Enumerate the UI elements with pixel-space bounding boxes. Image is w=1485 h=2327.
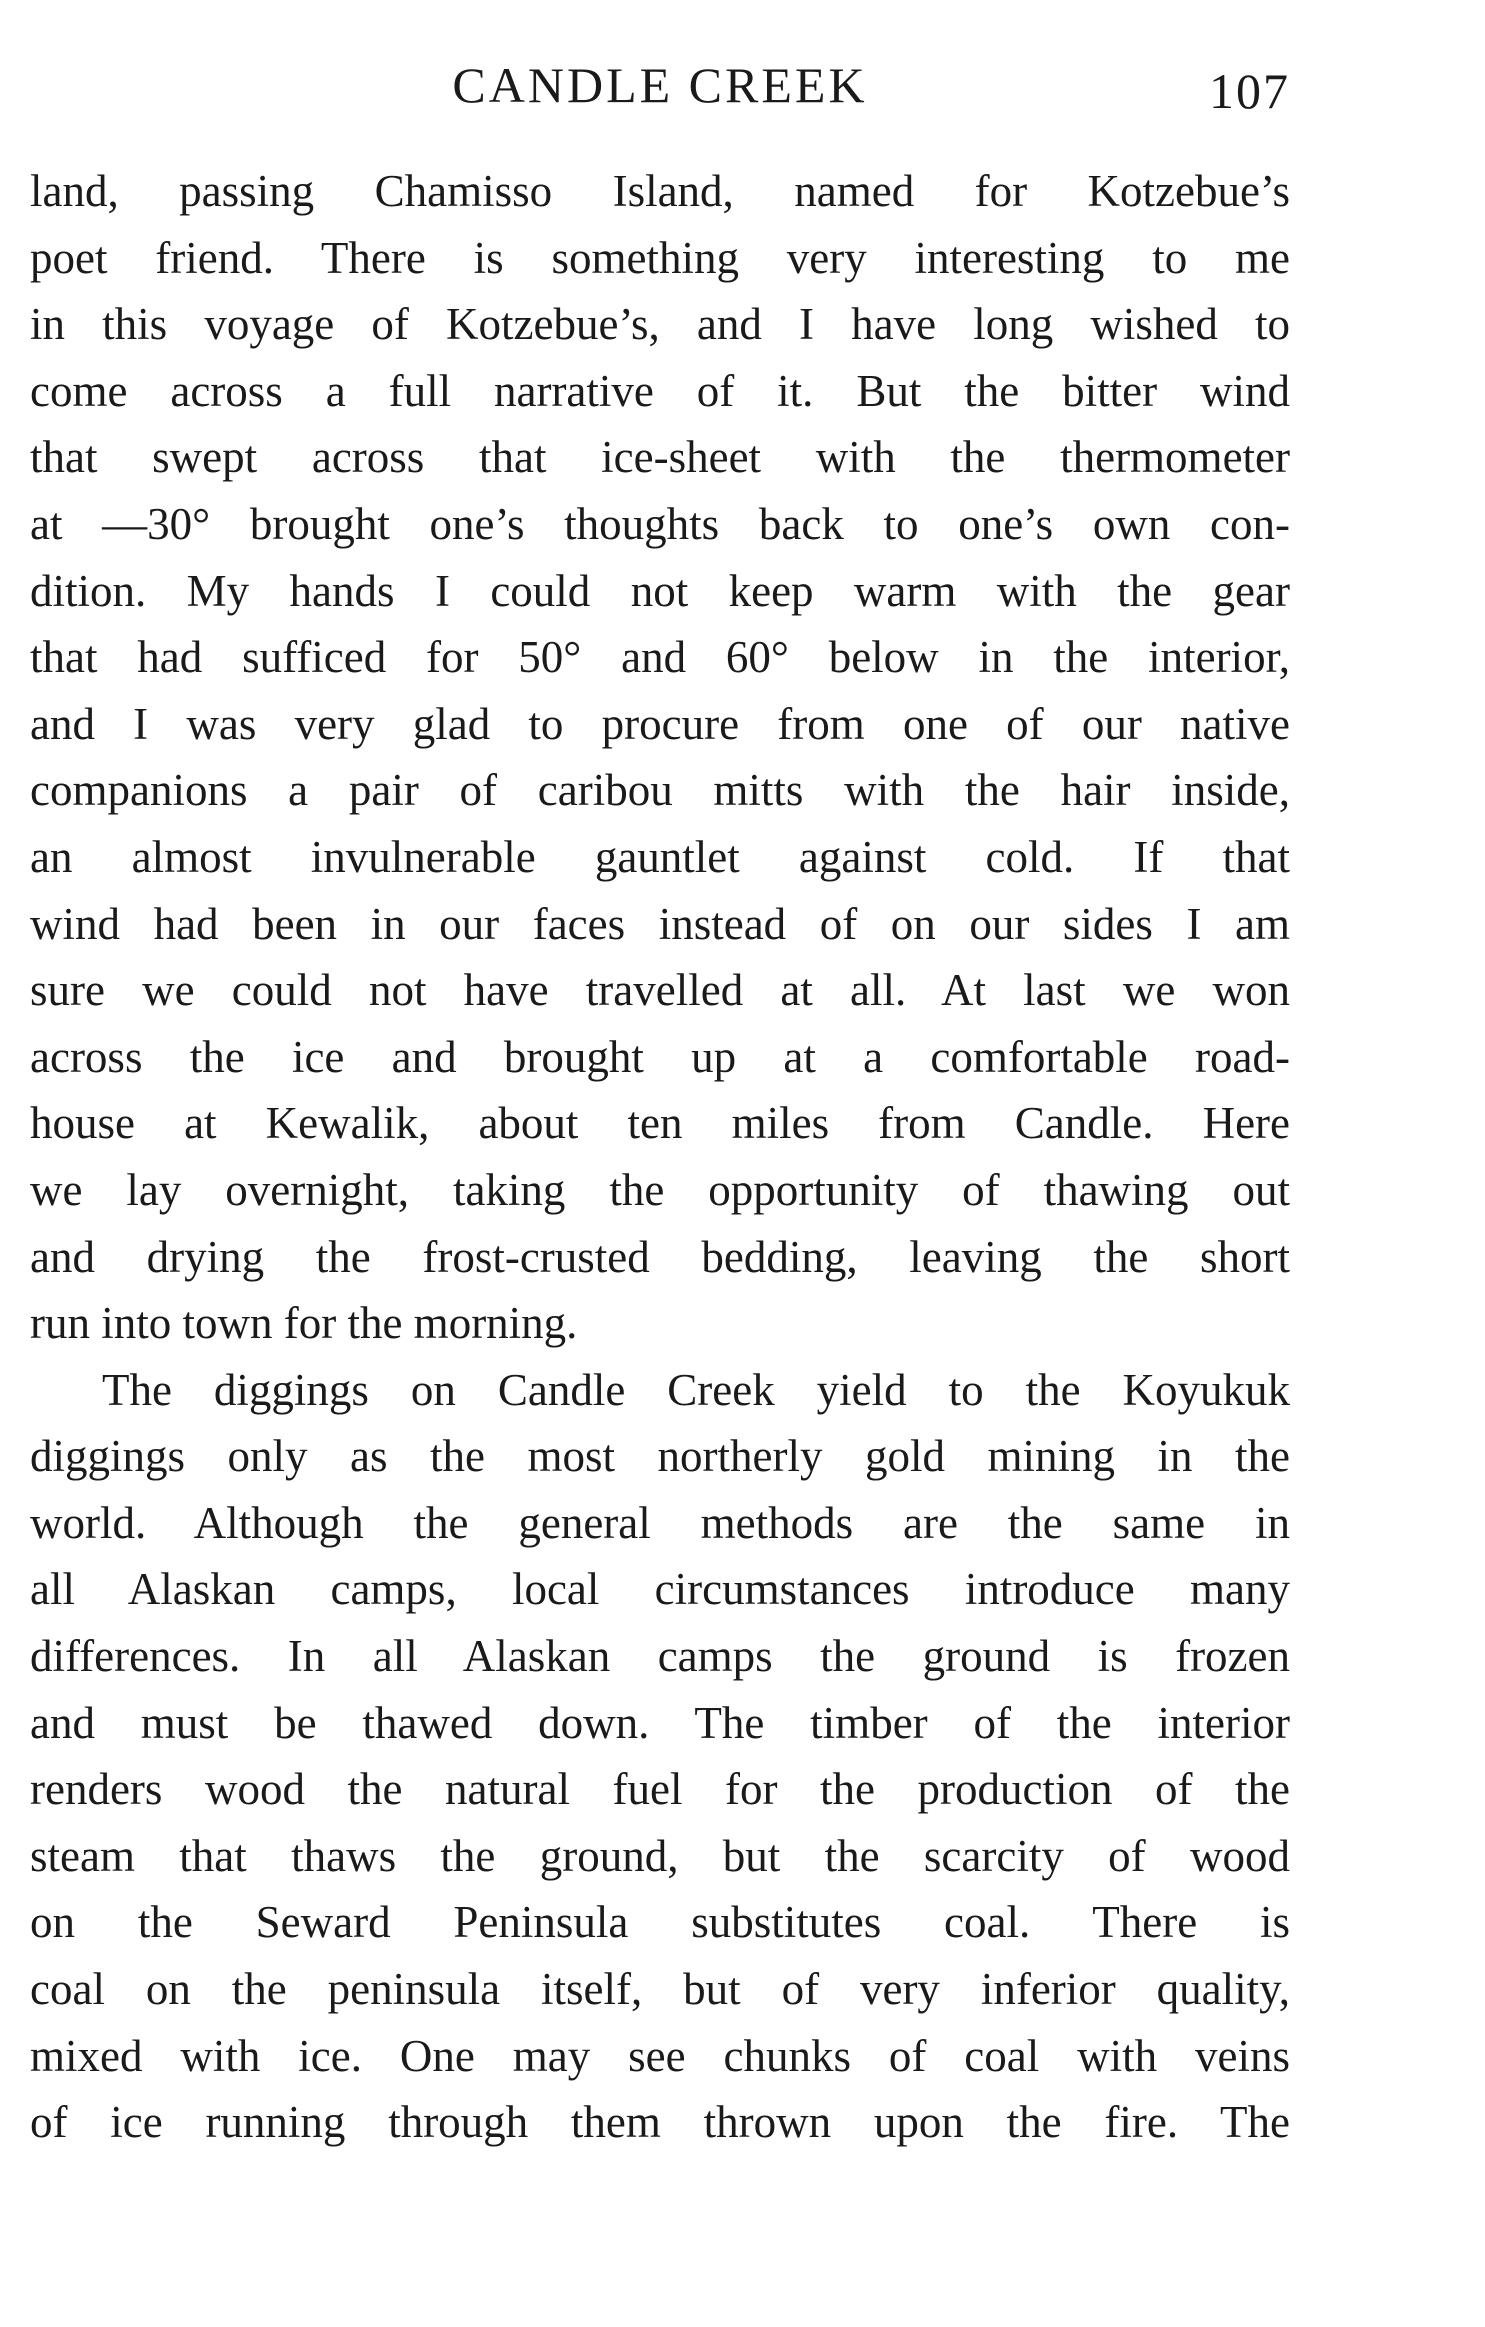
text-line: diggings only as the most northerly gold mining in the xyxy=(30,1431,1290,1482)
text-line: steam that thaws the ground, but the scarcity of wood xyxy=(30,1830,1290,1881)
text-line: that swept across that ice-sheet with the thermometer xyxy=(30,432,1290,483)
text-line: of ice running through them thrown upon the fire. The xyxy=(30,2097,1290,2148)
text-line: we lay overnight, taking the opportunity of thawing out xyxy=(30,1164,1290,1215)
text-line: and must be thawed down. The timber of the interior xyxy=(30,1697,1290,1748)
text-line: across the ice and brought up at a comfortable road- xyxy=(30,1031,1290,1082)
running-title: CANDLE CREEK xyxy=(452,57,868,113)
text-line: an almost invulnerable gauntlet against cold. If that xyxy=(30,831,1290,882)
text-line: and drying the frost-crusted bedding, leaving the short xyxy=(30,1231,1290,1282)
text-line: The diggings on Candle Creek yield to the Koyukuk xyxy=(102,1364,1290,1415)
page-header xyxy=(30,55,1290,119)
page-number: 107 xyxy=(1209,63,1290,119)
text-line: differences. In all Alaskan camps the ground is frozen xyxy=(30,1631,1290,1682)
text-line: run into town for the morning. xyxy=(30,1298,578,1349)
text-line: and I was very glad to procure from one of our native xyxy=(30,698,1290,749)
text-line: all Alaskan camps, local circumstances introduce many xyxy=(30,1564,1290,1615)
text-line: at —30° brought one’s thoughts back to one’s own con- xyxy=(30,498,1290,549)
paragraph-1 xyxy=(30,158,1290,1357)
text-line: wind had been in our faces instead of on our sides I am xyxy=(30,898,1290,949)
text-line: coal on the peninsula itself, but of very inferior quality, xyxy=(30,1964,1290,2015)
body-text xyxy=(30,158,1290,2156)
text-line: world. Although the general methods are the same in xyxy=(30,1497,1290,1548)
text-line: renders wood the natural fuel for the production of the xyxy=(30,1764,1290,1815)
paragraph-2 xyxy=(30,1357,1290,2156)
text-line: sure we could not have travelled at all. At last we won xyxy=(30,965,1290,1016)
text-line: land, passing Chamisso Island, named for Kotzebue’s xyxy=(30,166,1290,216)
text-line: in this voyage of Kotzebue’s, and I have long wished to xyxy=(30,299,1290,350)
text-line: come across a full narrative of it. But the bitter wind xyxy=(30,365,1290,416)
text-line: poet friend. There is something very interesting to me xyxy=(30,232,1290,283)
text-line: that had sufficed for 50° and 60° below in the interior, xyxy=(30,632,1290,683)
text-line: companions a pair of caribou mitts with the hair inside, xyxy=(30,765,1290,816)
text-line: dition. My hands I could not keep warm with the gear xyxy=(30,565,1290,616)
text-line: house at Kewalik, about ten miles from Candle. Here xyxy=(30,1098,1290,1149)
text-line: on the Seward Peninsula substitutes coal. There is xyxy=(30,1897,1290,1948)
text-line: mixed with ice. One may see chunks of coal with veins xyxy=(30,2030,1290,2081)
